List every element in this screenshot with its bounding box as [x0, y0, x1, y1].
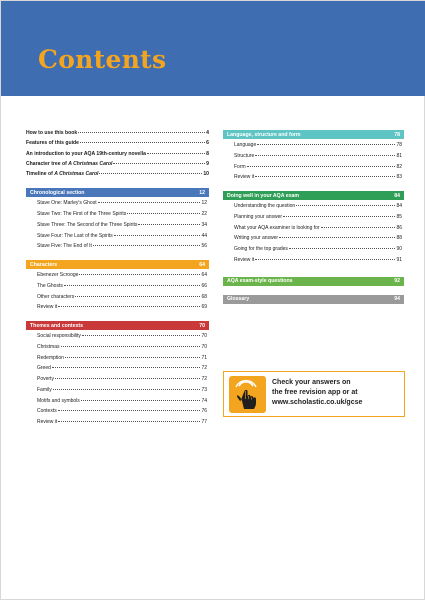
toc-entry[interactable]: The Ghosts 66: [37, 282, 207, 289]
section-glossary: [223, 295, 404, 304]
toc-entry[interactable]: Understanding the question 84: [234, 203, 402, 209]
section-chronological: [26, 188, 209, 254]
toc-entry[interactable]: Going for the top grades 90: [234, 246, 402, 252]
toc-entry[interactable]: How to use this book 4: [26, 130, 209, 136]
toc-entry[interactable]: Social responsibility 70: [37, 333, 207, 340]
toc-entry[interactable]: Structure 81: [234, 152, 402, 159]
revision-app-callout[interactable]: [223, 371, 405, 417]
toc-entry[interactable]: Stave Four: The Last of the Spirits 44: [37, 232, 207, 239]
toc-entry[interactable]: What your AQA examiner is looking for 86: [234, 224, 402, 231]
toc-entry[interactable]: Planning your answer 85: [234, 213, 402, 220]
toc-entry[interactable]: Review it 91: [234, 256, 402, 263]
right-column: [223, 130, 404, 304]
toc-entry[interactable]: Review it 77: [37, 419, 207, 426]
section-heading[interactable]: Characters 64: [26, 260, 209, 269]
toc-entry[interactable]: An introduction to your AQA 19th-century novella 8: [26, 150, 209, 157]
revision-website-link[interactable]: www.scholastic.co.uk/gcse: [272, 399, 363, 406]
toc-entry[interactable]: Review it 83: [234, 174, 402, 181]
toc-entry[interactable]: Stave Two: The First of the Three Spirits 22: [37, 211, 207, 218]
intro-list: [26, 130, 209, 181]
page-number: 8: [206, 150, 209, 157]
tap-hand-icon: [229, 376, 266, 413]
section-heading[interactable]: AQA exam-style questions 92: [223, 277, 404, 286]
page-number: 9: [206, 160, 209, 167]
toc-entry[interactable]: Timeline of A Christmas Carol 10: [26, 171, 209, 178]
section-heading[interactable]: Language, structure and form 78: [223, 130, 404, 139]
section-themes: [26, 321, 209, 430]
toc-entry[interactable]: Writing your answer 88: [234, 235, 402, 242]
tap-hand-icon-svg: [229, 376, 266, 413]
toc-entry[interactable]: Contexts 76: [37, 408, 207, 415]
toc-entry[interactable]: Ebenezer Scrooge 64: [37, 272, 207, 279]
toc-entry[interactable]: Motifs and symbols 74: [37, 397, 207, 404]
toc-entry[interactable]: Family 73: [37, 386, 207, 393]
section-exam-questions: [223, 277, 404, 286]
section-heading[interactable]: Glossary 94: [223, 295, 404, 304]
page-title: Contents: [38, 45, 167, 74]
toc-entry[interactable]: Stave One: Marley's Ghost 12: [37, 200, 207, 207]
toc-entry[interactable]: Character tree of A Christmas Carol 9: [26, 160, 209, 167]
toc-entry[interactable]: Christmas 70: [37, 343, 207, 350]
callout-text: Check your answers on the free revision app or at www.scholastic.co.uk/gcse: [272, 379, 363, 406]
toc-entry[interactable]: Language 78: [234, 142, 402, 148]
left-column: [26, 130, 209, 430]
section-language: [223, 130, 404, 185]
section-heading[interactable]: Chronological section 12: [26, 188, 209, 197]
toc-entry[interactable]: Poverty 72: [37, 376, 207, 383]
toc-entry[interactable]: Stave Three: The Second of the Three Spirits 34: [37, 221, 207, 228]
toc-entry[interactable]: Form 82: [234, 163, 402, 170]
toc-entry[interactable]: Greed 72: [37, 365, 207, 372]
toc-entry[interactable]: Review it 69: [37, 304, 207, 311]
section-doing-well: [223, 191, 404, 268]
toc-entry[interactable]: Other characters 68: [37, 293, 207, 300]
section-heading[interactable]: Themes and contexts 70: [26, 321, 209, 330]
toc-entry[interactable]: Redemption 71: [37, 354, 207, 361]
section-characters: [26, 260, 209, 315]
page-number: 6: [206, 140, 209, 147]
section-heading[interactable]: Doing well in your AQA exam 84: [223, 191, 404, 200]
header-band: [1, 1, 425, 96]
toc-entry[interactable]: Features of this guide 6: [26, 140, 209, 147]
page-number: 10: [203, 171, 209, 178]
page-number: 4: [206, 130, 209, 136]
toc-entry[interactable]: Stave Five: The End of It 56: [37, 243, 207, 250]
